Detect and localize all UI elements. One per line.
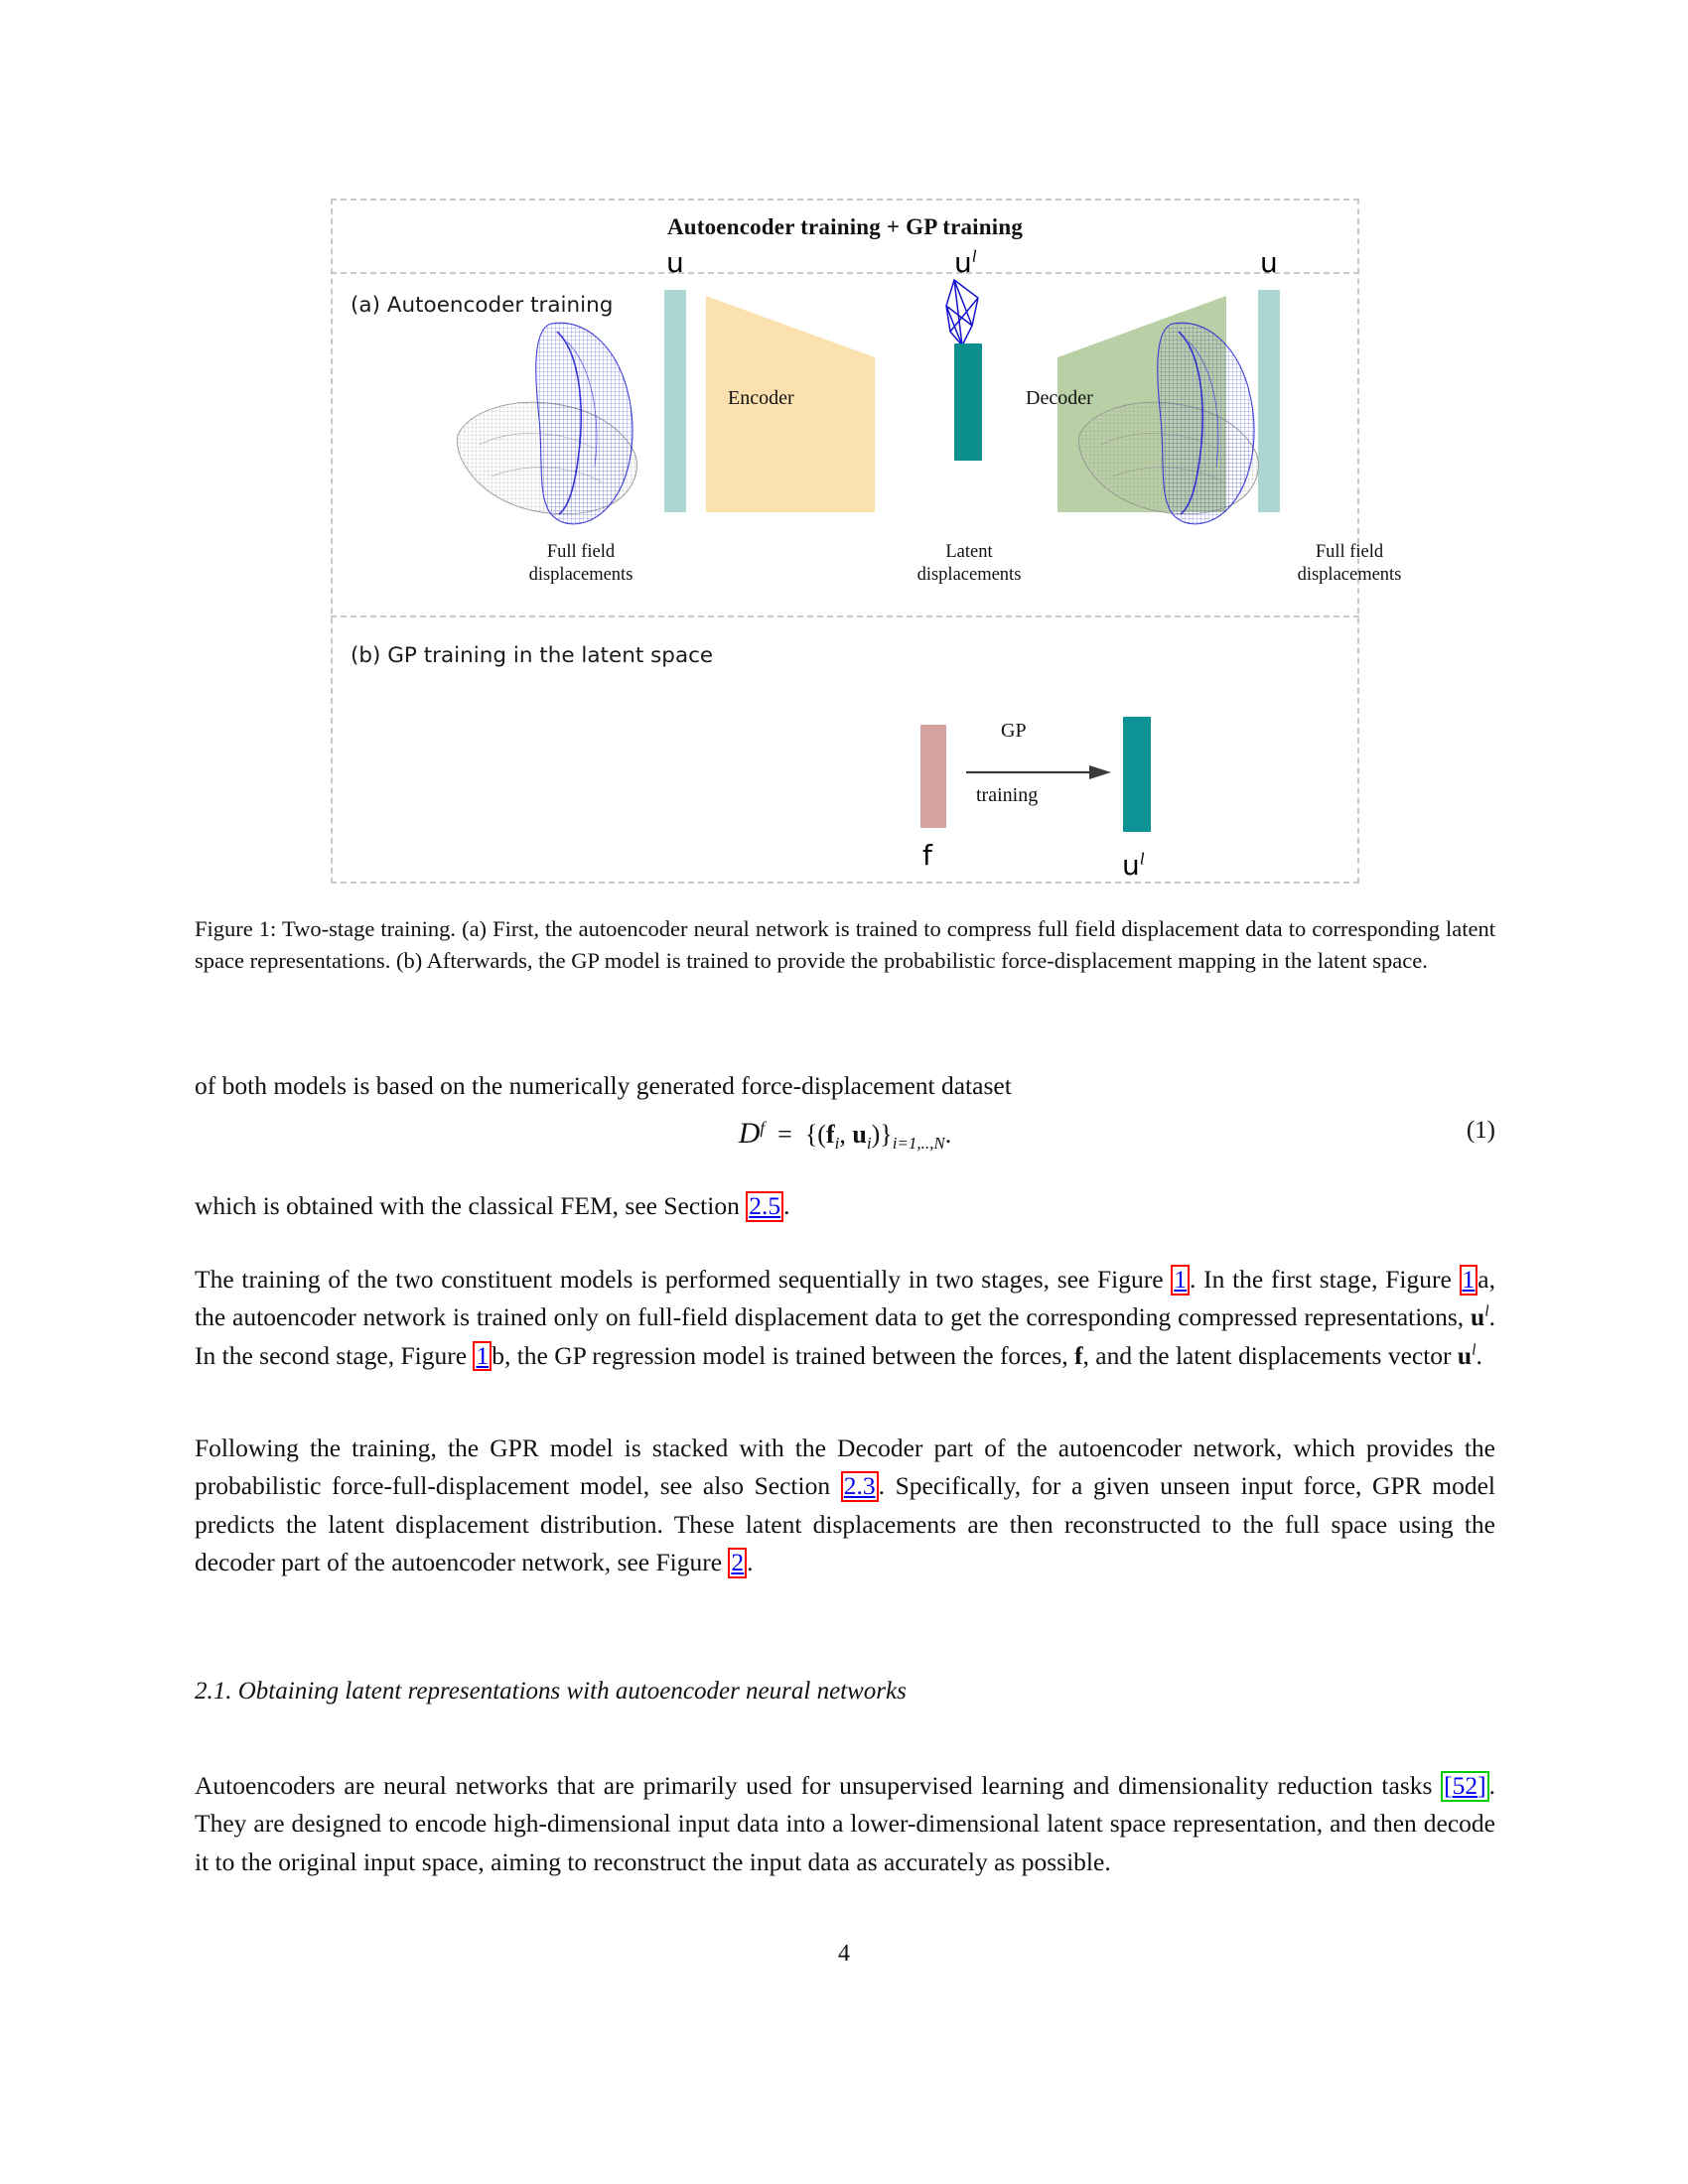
p3-seg-c: a, the autoencoder network is trained only on full-field displacement data to get the corresponding compressed representations, xyxy=(195,1265,1495,1332)
p3-seg-a: The training of the two constituent models is performed sequentially in two stages, see Figure xyxy=(195,1265,1172,1294)
paragraph-fem-tail: . xyxy=(783,1191,790,1220)
paragraph-two-stage: The training of the two constituent models is performed sequentially in two stages, see Figure 1 . In the first stage, Figure 1 a, the autoencoder network is trained only on full-field displacement data to get the corresponding compressed representations, $u^l$. In the second stage, Figure 1 b, the GP regression model is trained between the forces, f, and the latent displacements vector $u^l$. xyxy=(195,1265,1495,1370)
caption-full-field-right: Full field displacements xyxy=(1297,542,1402,585)
equation-number: (1) xyxy=(1466,1117,1495,1144)
citation-52[interactable]: [52] xyxy=(1441,1771,1489,1802)
symbol-u-right: u xyxy=(1260,246,1278,279)
panel-b-label: (b) GP training in the latent space xyxy=(351,643,714,668)
paragraph-intro: of both models is based on the numerically generated force-displacement dataset xyxy=(195,1071,1012,1100)
latent-mesh-icon xyxy=(938,276,996,353)
p3-seg-b: . In the first stage, Figure xyxy=(1190,1265,1460,1294)
link-figure-1-b[interactable]: 1 xyxy=(1460,1265,1478,1296)
p3-seg-d: . In the second stage, Figure xyxy=(195,1302,1495,1370)
latent-displacement-bar xyxy=(954,343,982,461)
p4-seg-c: . xyxy=(747,1547,754,1576)
decoder-label: Decoder xyxy=(1026,387,1093,409)
p5-seg-a: Autoencoders are neural networks that are primarily used for unsupervised learning and dimensionality reduction tasks xyxy=(195,1771,1442,1800)
inline-math-f: f xyxy=(1074,1340,1083,1370)
caption-latent: Latent displacements xyxy=(916,542,1022,585)
symbol-f: f xyxy=(922,839,932,872)
link-section-2-3[interactable]: 2.3 xyxy=(841,1471,879,1502)
panel-a-label: (a) Autoencoder training xyxy=(351,293,614,318)
full-field-mesh-right xyxy=(1061,308,1330,556)
input-displacement-bar-left xyxy=(664,290,686,512)
equation-1: $D^f = \{(f_i$, $u_i)\}_{i=1,..,N}$. (1) xyxy=(738,1117,1495,1154)
p3-seg-g: . xyxy=(1476,1340,1482,1370)
paragraph-stacking xyxy=(195,1430,1495,1581)
figure-caption xyxy=(195,913,1495,977)
link-figure-1-c[interactable]: 1 xyxy=(473,1341,492,1372)
link-section-2-5[interactable]: 2.5 xyxy=(746,1191,783,1222)
paragraph-fem-text: which is obtained with the classical FEM, see Section xyxy=(195,1191,747,1220)
link-figure-1-a[interactable]: 1 xyxy=(1171,1265,1190,1296)
p3-seg-f: , and the latent displacements vector xyxy=(1082,1340,1458,1370)
section-heading-2-1: 2.1. Obtaining latent representations with autoencoder neural networks xyxy=(195,1678,907,1705)
gp-arrow-label-top: GP xyxy=(1001,720,1027,742)
symbol-u-latent: $u^l$ xyxy=(954,246,977,279)
latent-bar-panel-b xyxy=(1123,717,1151,832)
page-number: 4 xyxy=(838,1941,850,1967)
paragraph-fem xyxy=(195,1187,1495,1225)
symbol-u-left: u xyxy=(666,246,684,279)
link-figure-2[interactable]: 2 xyxy=(728,1548,747,1578)
figure-divider-middle xyxy=(331,615,1359,617)
figure-title: Autoencoder training + GP training xyxy=(666,214,1024,239)
figure-1 xyxy=(331,199,1402,884)
figure-divider-top xyxy=(331,272,1359,274)
inline-math-ul-2: u xyxy=(1457,1340,1473,1370)
figure-caption-prefix: Figure 1: xyxy=(195,916,277,941)
encoder-label: Encoder xyxy=(728,387,794,409)
symbol-u-latent-panel-b: $u^l$ xyxy=(1122,849,1145,882)
p3-seg-e: b, the GP regression model is trained between the forces, xyxy=(492,1340,1074,1370)
gp-arrow-label-bottom: training xyxy=(976,784,1039,806)
p4-seg-a: Following the training, the GPR model is stacked with the Decoder part of the autoencoder network, which provides the probabilistic force-full-displacement model, see also Section xyxy=(195,1433,1495,1501)
p5-seg-b: . They are designed to encode high-dimensional input data into a lower-dimensional latent space representation, and then decode it to the original input space, aiming to reconstruct the input data as accurately as possible. xyxy=(195,1771,1495,1876)
figure-caption-text: Two-stage training. (a) First, the autoencoder neural network is trained to compress full field displacement data to corresponding latent space representations. (b) Afterwards, the GP model is trained to provide the probabilistic force-displacement mapping in the latent space. xyxy=(195,916,1496,973)
caption-full-field-left: Full field displacements xyxy=(528,542,633,585)
inline-math-ul-1: u xyxy=(1471,1302,1485,1332)
force-bar xyxy=(920,725,946,828)
p4-seg-b: . Specifically, for a given unseen input force, GPR model predicts the latent displacement distribution. These latent displacements are then reconstructed to the full space using the decoder part of the autoencoder network, see Figure xyxy=(195,1471,1496,1576)
paragraph-autoencoders xyxy=(195,1767,1495,1881)
